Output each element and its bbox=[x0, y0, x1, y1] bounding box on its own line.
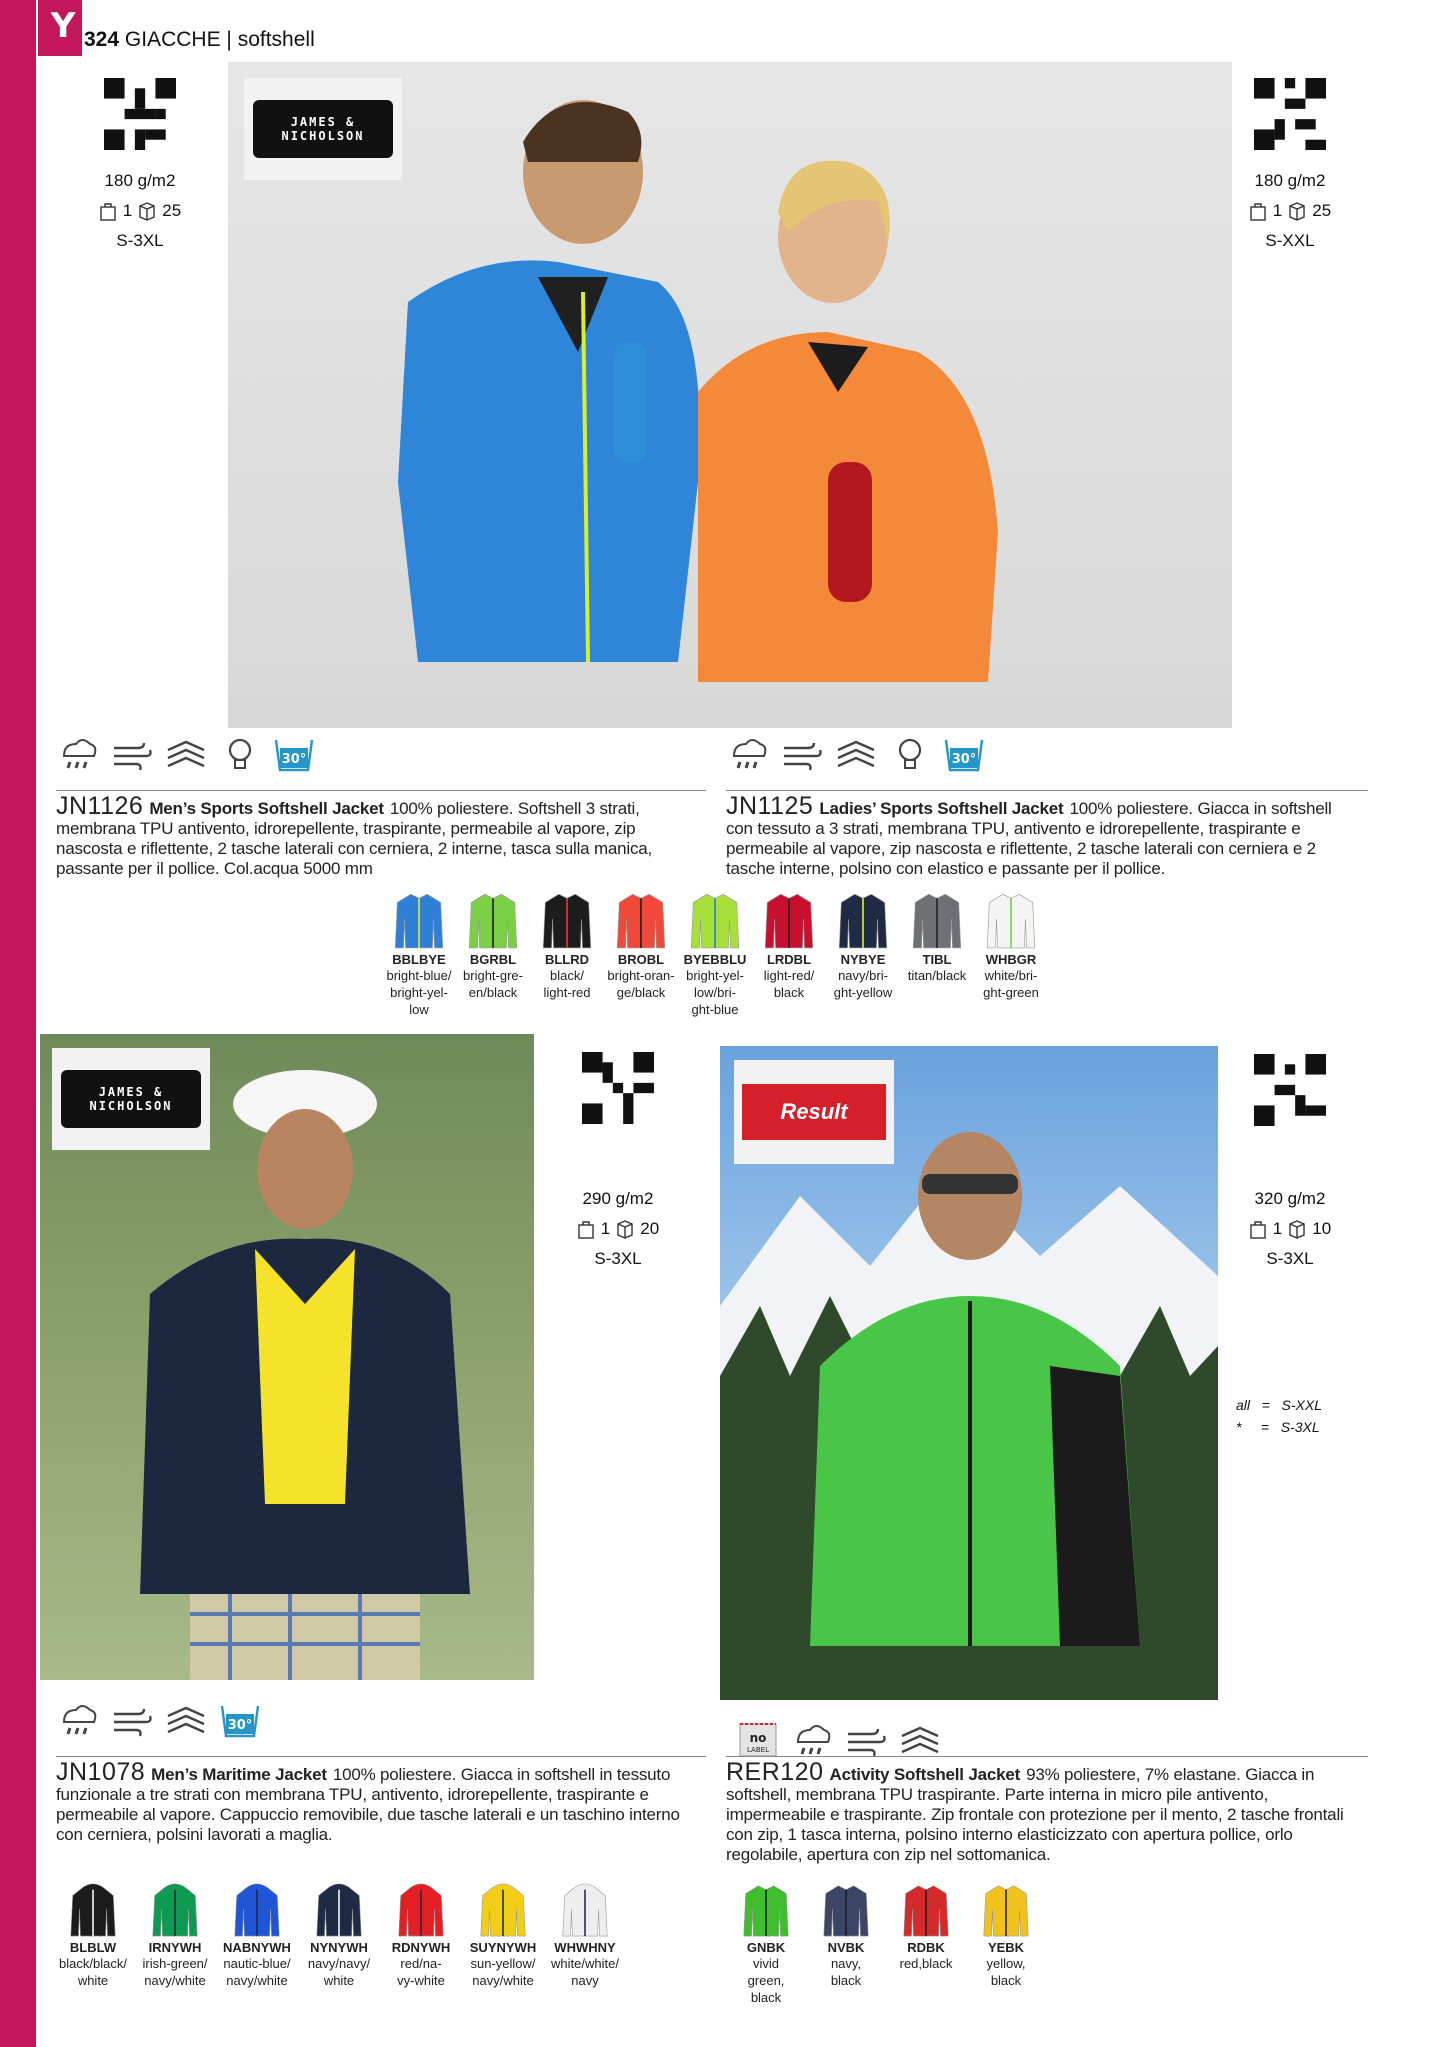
waterproof-icon bbox=[56, 732, 100, 776]
fabric-weight: 290 g/m2 bbox=[582, 1189, 654, 1208]
magenta-sidebar bbox=[0, 0, 36, 2047]
color-code: BROBL bbox=[617, 952, 665, 967]
bag-icon bbox=[99, 201, 117, 221]
color-code: BGRBL bbox=[469, 952, 517, 967]
page-header bbox=[84, 28, 315, 52]
color-code: WHWHNY bbox=[554, 1940, 616, 1955]
color-code: RDNYWH bbox=[391, 1940, 451, 1955]
jacket-swatch-icon bbox=[541, 888, 593, 950]
fabric-weight: 180 g/m2 bbox=[1254, 171, 1326, 190]
spec-rer120 bbox=[1220, 1184, 1360, 1274]
color-swatch[interactable] bbox=[886, 1880, 966, 2006]
color-code: GNBK bbox=[746, 1940, 786, 1955]
size-range: S-3XL bbox=[116, 231, 164, 250]
qr-code-icon bbox=[104, 78, 176, 150]
jacket-swatch-icon bbox=[396, 1880, 446, 1938]
product-name: Men’s Maritime Jacket bbox=[151, 1765, 327, 1784]
color-swatch[interactable] bbox=[966, 1880, 1046, 2006]
spec-jn1125 bbox=[1220, 166, 1360, 256]
wash-30-icon bbox=[942, 732, 986, 776]
color-code: IRNYWH bbox=[148, 1940, 202, 1955]
wash-30-icon bbox=[272, 732, 316, 776]
product-name: Men’s Sports Softshell Jacket bbox=[149, 799, 384, 818]
pack-info: 1 20 bbox=[548, 1214, 688, 1244]
features-jn1125 bbox=[726, 728, 986, 780]
color-swatches-maritime bbox=[52, 1880, 626, 1989]
jacket-swatch-icon bbox=[901, 1880, 951, 1938]
reflective-bulb-icon bbox=[888, 732, 932, 776]
waterproof-icon bbox=[726, 732, 770, 776]
color-code: SUYNYWH bbox=[469, 1940, 537, 1955]
color-name: light-red/ black bbox=[763, 968, 815, 1000]
color-swatch[interactable] bbox=[382, 888, 456, 1018]
color-name: nautic-blue/ navy/white bbox=[223, 1956, 291, 1988]
color-swatch[interactable] bbox=[752, 888, 826, 1018]
color-code: BLBLW bbox=[69, 1940, 117, 1955]
color-code: BBLBYE bbox=[392, 952, 446, 967]
qr-code-icon bbox=[1254, 78, 1326, 150]
color-swatch[interactable] bbox=[216, 1880, 298, 1989]
fabric-weight: 180 g/m2 bbox=[104, 171, 176, 190]
jacket-swatch-icon bbox=[689, 888, 741, 950]
color-code: NVBK bbox=[827, 1940, 865, 1955]
jacket-swatch-icon bbox=[763, 888, 815, 950]
jacket-swatch-icon bbox=[560, 1880, 610, 1938]
box-icon bbox=[1288, 201, 1306, 221]
color-swatch[interactable] bbox=[678, 888, 752, 1018]
color-name: bright-yel- low/bri- ght-blue bbox=[686, 968, 744, 1017]
jacket-swatch-icon bbox=[478, 1880, 528, 1938]
bag-icon bbox=[577, 1219, 595, 1239]
breathable-icon bbox=[164, 732, 208, 776]
color-code: RDBK bbox=[907, 1940, 945, 1955]
qr-code-icon bbox=[582, 1052, 654, 1124]
color-name: irish-green/ navy/white bbox=[142, 1956, 208, 1988]
desc-jn1126 bbox=[56, 792, 706, 879]
color-swatch[interactable] bbox=[462, 1880, 544, 1989]
windproof-icon bbox=[780, 732, 824, 776]
pack-info: 1 25 bbox=[1220, 196, 1360, 226]
color-swatch[interactable] bbox=[826, 888, 900, 1018]
jacket-swatch-icon bbox=[981, 1880, 1031, 1938]
breathable-icon bbox=[164, 1698, 208, 1742]
divider bbox=[56, 790, 706, 791]
color-swatch[interactable] bbox=[974, 888, 1048, 1018]
page-number: 324 bbox=[84, 28, 120, 51]
jacket-swatch-icon bbox=[741, 1880, 791, 1938]
jacket-swatch-icon bbox=[837, 888, 889, 950]
product-code: JN1125 bbox=[726, 792, 814, 820]
fabric-weight: 320 g/m2 bbox=[1254, 1189, 1326, 1208]
product-code: JN1078 bbox=[56, 1758, 146, 1786]
color-swatch[interactable] bbox=[530, 888, 604, 1018]
size-range: S-3XL bbox=[594, 1249, 642, 1268]
jacket-swatch-icon bbox=[985, 888, 1037, 950]
section-title: GIACCHE | softshell bbox=[124, 28, 315, 51]
catalog-logo-icon: Y bbox=[50, 6, 76, 46]
color-code: LRDBL bbox=[766, 952, 812, 967]
desc-rer120 bbox=[726, 1758, 1366, 1865]
product-description: 100% poliestere. Giacca in softshell in tessuto funzionale a tre strati con membrana TPU, antivento, idrorepellente, traspirante e permeabile al vapore. Cappuccio removibile, due tasche laterali e un taschino interno con cerniera, polsini lavorati a maglia. bbox=[56, 1765, 680, 1844]
wash-30-icon bbox=[218, 1698, 262, 1742]
legend-all: all = S-XXL bbox=[1236, 1397, 1322, 1413]
color-swatch[interactable] bbox=[380, 1880, 462, 1989]
jacket-swatch-icon bbox=[615, 888, 667, 950]
product-name: Activity Softshell Jacket bbox=[829, 1765, 1021, 1784]
pack-info: 1 25 bbox=[70, 196, 210, 226]
windproof-icon bbox=[110, 732, 154, 776]
color-name: navy, black bbox=[830, 1956, 862, 1988]
breathable-icon bbox=[834, 732, 878, 776]
jacket-swatch-icon bbox=[314, 1880, 364, 1938]
color-name: white/bri- ght-green bbox=[983, 968, 1039, 1000]
color-name: red/na- vy-white bbox=[397, 1956, 445, 1988]
color-name: navy/navy/ white bbox=[307, 1956, 371, 1988]
divider bbox=[56, 1756, 706, 1757]
qr-code-icon bbox=[1254, 1054, 1326, 1126]
color-swatch[interactable] bbox=[134, 1880, 216, 1989]
brand-logo-james-nicholson: JAMES & NICHOLSON bbox=[244, 78, 402, 180]
color-swatch[interactable] bbox=[456, 888, 530, 1018]
jacket-swatch-icon bbox=[393, 888, 445, 950]
wash-temp-label: 30° bbox=[951, 752, 977, 767]
color-name: bright-gre- en/black bbox=[463, 968, 523, 1000]
color-name: white/white/ navy bbox=[551, 1956, 619, 1988]
color-code: BLLRD bbox=[544, 952, 590, 967]
product-name: Ladies’ Sports Softshell Jacket bbox=[819, 799, 1064, 818]
product-code: JN1126 bbox=[56, 792, 144, 820]
box-icon bbox=[1288, 1219, 1306, 1239]
jacket-swatch-icon bbox=[68, 1880, 118, 1938]
reflective-bulb-icon bbox=[218, 732, 262, 776]
brand-logo-james-nicholson: JAMES & NICHOLSON bbox=[52, 1048, 210, 1150]
color-name: bright-blue/ bright-yel- low bbox=[386, 968, 452, 1017]
box-icon bbox=[616, 1219, 634, 1239]
color-name: black/ light-red bbox=[543, 968, 591, 1000]
color-code: BYEBBLU bbox=[683, 952, 747, 967]
size-legend bbox=[1236, 1394, 1322, 1438]
bag-icon bbox=[1249, 1219, 1267, 1239]
color-swatch[interactable] bbox=[544, 1880, 626, 1989]
no-label-bottom: LABEL bbox=[747, 1746, 769, 1754]
color-swatch[interactable] bbox=[900, 888, 974, 1018]
color-name: sun-yellow/ navy/white bbox=[470, 1956, 536, 1988]
color-code: NABNYWH bbox=[223, 1940, 291, 1955]
jacket-swatch-icon bbox=[821, 1880, 871, 1938]
color-name: vivid green, black bbox=[747, 1956, 785, 2005]
wash-temp-label: 30° bbox=[227, 1718, 253, 1733]
windproof-icon bbox=[110, 1698, 154, 1742]
jacket-swatch-icon bbox=[467, 888, 519, 950]
color-swatch[interactable] bbox=[298, 1880, 380, 1989]
box-icon bbox=[138, 201, 156, 221]
color-swatch[interactable] bbox=[604, 888, 678, 1018]
wash-temp-label: 30° bbox=[281, 752, 307, 767]
color-name: yellow, black bbox=[986, 1956, 1026, 1988]
color-swatch[interactable] bbox=[806, 1880, 886, 2006]
pack-info: 1 10 bbox=[1220, 1214, 1360, 1244]
divider bbox=[726, 790, 1368, 791]
color-swatch[interactable] bbox=[726, 1880, 806, 2006]
color-swatches-sports bbox=[382, 888, 1048, 1018]
legend-star: * = S-3XL bbox=[1236, 1419, 1320, 1435]
color-code: YEBK bbox=[987, 1940, 1025, 1955]
features-jn1126 bbox=[56, 728, 316, 780]
bag-icon bbox=[1249, 201, 1267, 221]
spec-jn1126 bbox=[70, 166, 210, 256]
color-code: TIBL bbox=[922, 952, 952, 967]
jacket-swatch-icon bbox=[911, 888, 963, 950]
color-swatch[interactable] bbox=[52, 1880, 134, 1989]
product-description: 100% poliestere. Softshell 3 strati, membrana TPU antivento, idrorepellente, traspirante, permeabile al vapore, zip nascosta e riflettente, 2 tasche laterali con cerniera, 2 interne, tasca sulla manica, passante per il pollice. Col.acqua 5000 mm bbox=[56, 799, 653, 878]
color-swatches-activity bbox=[726, 1880, 1046, 2006]
size-range: S-XXL bbox=[1265, 231, 1315, 250]
product-description: 93% poliestere, 7% elastane. Giacca in softshell, membrana TPU traspirante. Parte interna in micro pile antivento, impermeabile e traspirante. Zip frontale con protezione per il mento, 2 tasche frontali con zip, 1 tasca interna, polsino interno elasticizzato con apertura pollice, orlo regolabile, apertura con zip nel sottomanica. bbox=[726, 1765, 1344, 1864]
color-name: bright-oran- ge/black bbox=[607, 968, 675, 1000]
color-code: NYBYE bbox=[840, 952, 886, 967]
jacket-swatch-icon bbox=[232, 1880, 282, 1938]
color-name: black/black/ white bbox=[59, 1956, 127, 1988]
waterproof-icon bbox=[56, 1698, 100, 1742]
desc-jn1125 bbox=[726, 792, 1362, 879]
brand-logo-result: Result bbox=[734, 1060, 894, 1164]
size-range: S-3XL bbox=[1266, 1249, 1314, 1268]
no-label-top: no bbox=[749, 1731, 767, 1745]
divider bbox=[726, 1756, 1368, 1757]
spec-jn1078 bbox=[548, 1184, 688, 1274]
color-name: navy/bri- ght-yellow bbox=[833, 968, 893, 1000]
color-code: WHBGR bbox=[985, 952, 1037, 967]
desc-jn1078 bbox=[56, 1758, 706, 1845]
features-jn1078 bbox=[56, 1694, 262, 1746]
product-code: RER120 bbox=[726, 1758, 824, 1786]
product-description: 100% poliestere. Giacca in softshell con tessuto a 3 strati, membrana TPU, antivento e idrorepellente, traspirante e permeabile al vapore, zip nascosta e riflettente, 2 tasche laterali con cerniera e 2 tasche interne, polsino con elastico e passante per il pollice. bbox=[726, 799, 1332, 878]
color-name: titan/black bbox=[907, 968, 967, 983]
jacket-swatch-icon bbox=[150, 1880, 200, 1938]
color-name: red,black bbox=[899, 1956, 953, 1971]
color-code: NYNYWH bbox=[310, 1940, 368, 1955]
